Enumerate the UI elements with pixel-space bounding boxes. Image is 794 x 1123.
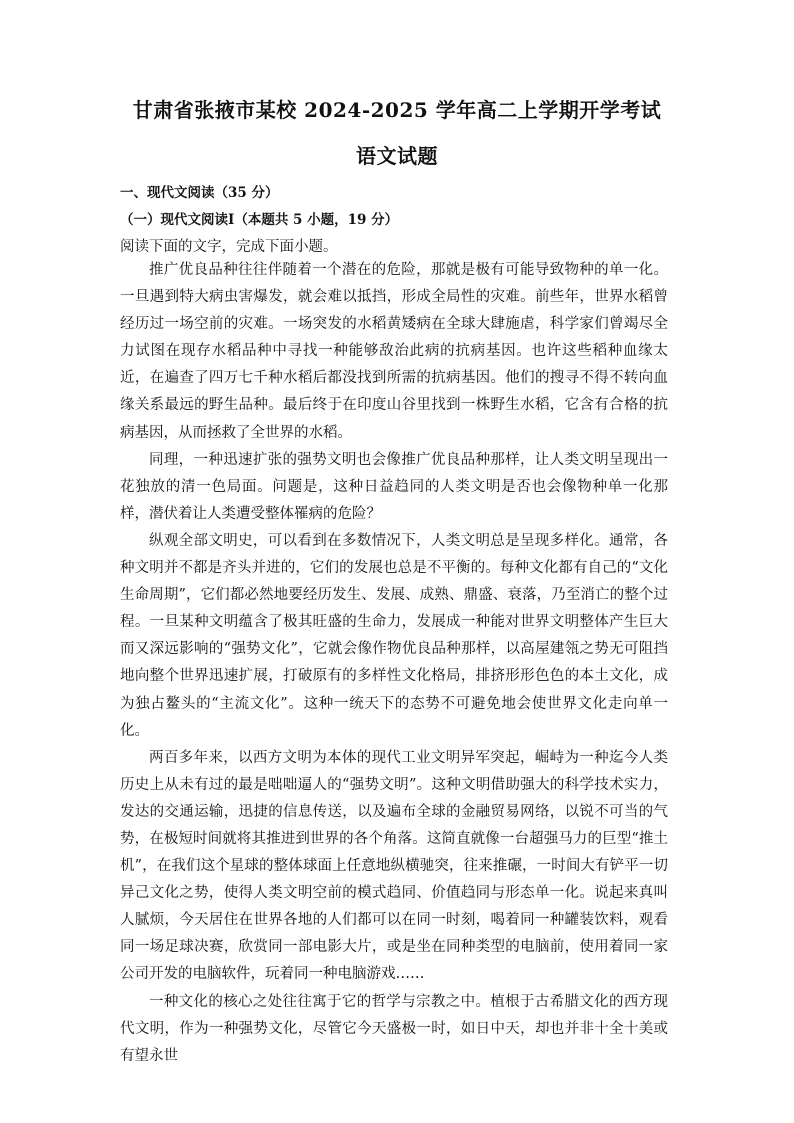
section-heading: 一、现代文阅读（35 分） bbox=[120, 185, 279, 201]
passage-paragraph: 纵观全部文明史，可以看到在多数情况下，人类文明总是呈现多样化。通常，各种文明并不都是齐头并进的，它们的发展也总是不平衡的。每种文化都有自己的“文化生命周期”，它们都必然地要经历发生、发展、成熟、鼎盛、衰落，乃至消亡的整个过程。一旦某种文明蕴含了极其旺盛的生命力，发展成一种能对世界文明整体产生巨大而又深远影响的“强势文化”，它就会像作物优良品种那样，以高屋建瓴之势无可阻挡地向整个世界迅速扩展，打破原有的多样性文化格局，排挤形形色色的本土文化，成为独占鳌头的“主流文化”。这种一统天下的态势不可避免地会使世界文化走向单一化。 bbox=[120, 532, 668, 739]
subsection-heading: （一）现代文阅读Ⅰ（本题共 5 小题，19 分） bbox=[120, 212, 399, 228]
passage-paragraph: 一种文化的核心之处往往寓于它的哲学与宗教之中。植根于古希腊文化的西方现代文明，作为一种强势文化，尽管它今天盛极一时，如日中天，却也并非十全十美或有望永世 bbox=[120, 993, 668, 1064]
exam-subject-title: 语文试题 bbox=[356, 144, 438, 168]
exam-title: 甘肃省张掖市某校 2024-2025 学年高二上学期开学考试 bbox=[132, 98, 662, 122]
passage-paragraph: 同理，一种迅速扩张的强势文明也会像推广优良品种那样，让人类文明呈现出一花独放的清一色局面。问题是，这种日益趋同的人类文明是否也会像物种单一化那样，潜伏着让人类遭受整体罹病的危险？ bbox=[120, 451, 668, 522]
reading-instruction: 阅读下面的文字，完成下面小题。 bbox=[120, 239, 338, 255]
reading-passage bbox=[120, 257, 668, 1070]
passage-paragraph: 两百多年来，以西方文明为本体的现代工业文明异军突起，崛峙为一种迄今人类历史上从未有过的最是咄咄逼人的“强势文明”。这种文明借助强大的科学技术实力，发达的交通运输，迅捷的信息传送，以及遍布全球的金融贸易网络，以锐不可当的气势，在极短时间就将其推进到世界的各个角落。这简直就像一台超强马力的巨型“推土机”，在我们这个星球的整体球面上任意地纵横驰突，往来推碾，一时间大有铲平一切异己文化之势，使得人类文明空前的模式趋同、价值趋同与形态单一化。说起来真叫人腻烦，今天居住在世界各地的人们都可以在同一时刻，喝着同一种罐装饮料，观看同一场足球决赛，欣赏同一部电影大片，或是坐在同种类型的电脑前，使用着同一家公司开发的电脑软件，玩着同一种电脑游戏…… bbox=[120, 749, 668, 983]
passage-paragraph: 推广优良品种往往伴随着一个潜在的危险，那就是极有可能导致物种的单一化。一旦遇到特大病虫害爆发，就会难以抵挡，形成全局性的灾难。前些年，世界水稻曾经历过一场空前的灾难。一场突发的水稻黄矮病在全球大肆施虐，科学家们曾竭尽全力试图在现存水稻品种中寻找一种能够敌治此病的抗病基因。也许这些稻种血缘太近，在遍查了四万七千种水稻后都没找到所需的抗病基因。他们的搜寻不得不转向血缘关系最远的野生品种。最后终于在印度山谷里找到一株野生水稻，它含有合格的抗病基因，从而拯救了全世界的水稻。 bbox=[120, 262, 668, 441]
